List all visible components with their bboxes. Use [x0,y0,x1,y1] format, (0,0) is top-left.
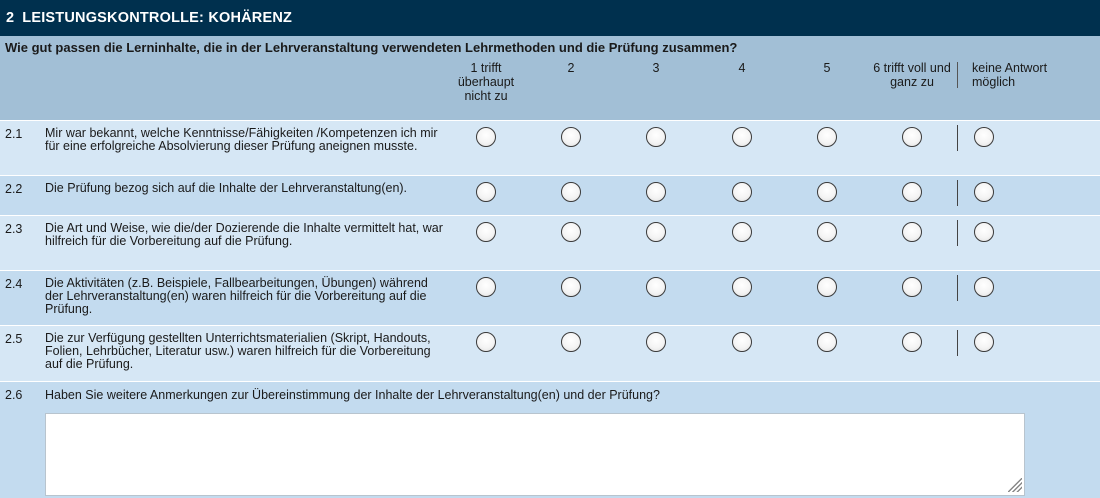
radio-option-5[interactable] [817,182,837,202]
item-text: Mir war bekannt, welche Kenntnisse/Fähigkeiten /Kompetenzen ich mir für eine erfolgreiche Absolvierung dieser Prüfung aneignen musste. [45,126,438,153]
radio-option-3[interactable] [646,332,666,352]
scale-label-2: 2 [567,61,575,75]
radio-option-3[interactable] [646,127,666,147]
item-number: 2.1 [5,127,23,141]
radio-option-2[interactable] [561,182,581,202]
row-separator [957,275,958,301]
radio-option-3[interactable] [646,222,666,242]
item-text: Die Art und Weise, wie die/der Dozierende die Inhalte vermittelt hat, war hilfreich für die Vorbereitung auf die Prüfung. [45,221,443,248]
radio-option-1[interactable] [476,127,496,147]
scale-label-4: 4 [738,61,746,75]
comment-number: 2.6 [5,388,23,402]
radio-option-no-answer[interactable] [974,332,994,352]
radio-option-2[interactable] [561,222,581,242]
radio-option-no-answer[interactable] [974,127,994,147]
item-text: Die Prüfung bezog sich auf die Inhalte der Lehrveranstaltung(en). [45,181,408,195]
scale-label-no-answer: keine Antwort möglich [972,61,1048,89]
item-number: 2.4 [5,277,23,291]
row-separator [957,220,958,246]
section-header [0,0,1100,36]
item-row [0,120,1100,175]
radio-option-4[interactable] [732,182,752,202]
radio-option-5[interactable] [817,127,837,147]
item-row [0,175,1100,215]
section-title: LEISTUNGSKONTROLLE: KOHÄRENZ [22,10,293,26]
scale-label-1: 1 trifft überhaupt nicht zu [457,61,515,103]
item-row [0,325,1100,381]
radio-option-6[interactable] [902,277,922,297]
radio-option-6[interactable] [902,332,922,352]
radio-option-no-answer[interactable] [974,277,994,297]
item-row [0,215,1100,270]
radio-option-4[interactable] [732,277,752,297]
radio-option-no-answer[interactable] [974,222,994,242]
question-header [0,36,1100,120]
radio-option-6[interactable] [902,182,922,202]
radio-option-2[interactable] [561,127,581,147]
radio-option-5[interactable] [817,277,837,297]
comment-textarea[interactable] [45,413,1025,496]
scale-label-5: 5 [823,61,831,75]
radio-option-3[interactable] [646,182,666,202]
radio-option-2[interactable] [561,332,581,352]
item-row [0,270,1100,325]
radio-option-6[interactable] [902,127,922,147]
radio-option-5[interactable] [817,332,837,352]
item-text: Die zur Verfügung gestellten Unterrichtsmaterialien (Skript, Handouts, Folien, Lehrbücher, Literatur usw.) waren hilfreich für die Vorbereitung auf die Prüfung. [45,331,431,371]
row-separator [957,180,958,206]
item-number: 2.5 [5,332,23,346]
item-number: 2.2 [5,182,23,196]
radio-option-3[interactable] [646,277,666,297]
radio-option-2[interactable] [561,277,581,297]
scale-label-6: 6 trifft voll und ganz zu [873,61,951,89]
question-text: Wie gut passen die Lerninhalte, die in der Lehrveranstaltung verwendeten Lehrmethoden und die Prüfung zusammen? [5,40,738,55]
comment-question: Haben Sie weitere Anmerkungen zur Übereinstimmung der Inhalte der Lehrveranstaltung(en) und der Prüfung? [45,388,660,402]
resize-grip-icon[interactable] [1008,478,1022,492]
column-separator [957,62,958,88]
scale-label-3: 3 [652,61,660,75]
radio-option-4[interactable] [732,332,752,352]
radio-option-1[interactable] [476,277,496,297]
radio-option-4[interactable] [732,127,752,147]
row-separator [957,125,958,151]
section-number: 2 [6,10,15,26]
item-number: 2.3 [5,222,23,236]
radio-option-1[interactable] [476,332,496,352]
item-text: Die Aktivitäten (z.B. Beispiele, Fallbearbeitungen, Übungen) während der Lehrveranstaltung(en) waren hilfreich für die Vorbereitung auf die Prüfung. [45,276,428,316]
radio-option-5[interactable] [817,222,837,242]
radio-option-4[interactable] [732,222,752,242]
radio-option-no-answer[interactable] [974,182,994,202]
radio-option-6[interactable] [902,222,922,242]
comment-row [0,381,1100,498]
row-separator [957,330,958,356]
radio-option-1[interactable] [476,222,496,242]
radio-option-1[interactable] [476,182,496,202]
